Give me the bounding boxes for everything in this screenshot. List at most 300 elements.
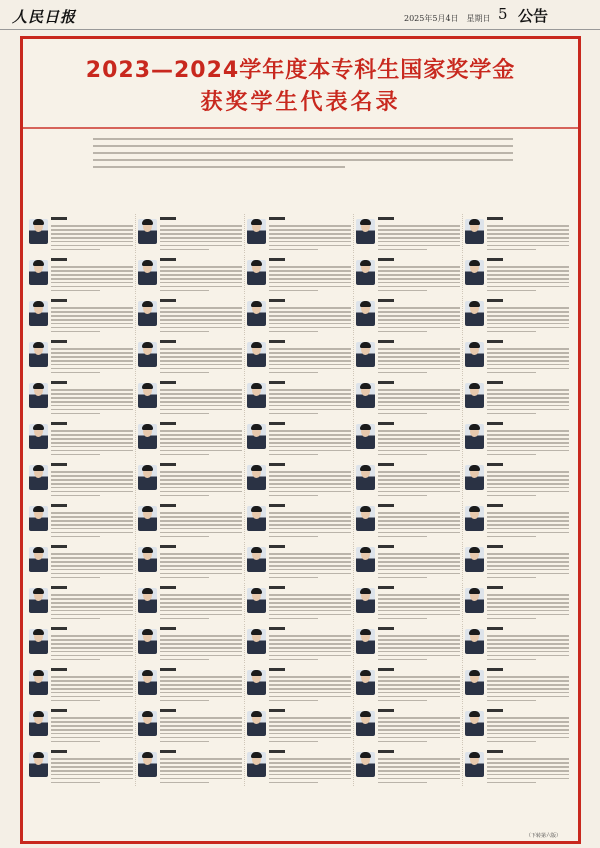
student-profile-card [27,378,136,417]
student-photo [465,383,484,408]
student-photo [356,342,375,367]
bio-text-line [160,516,242,518]
bio-text-line [269,450,351,452]
student-photo [356,465,375,490]
bio-text-line [269,409,351,411]
bio-text-line [269,434,351,436]
photo-hair-shape [33,752,44,758]
bio-text-line [378,762,460,764]
bio-text-line [160,512,242,514]
bio-text-line [487,409,569,411]
photo-hair-shape [469,547,480,553]
student-photo [29,219,48,244]
student-photo [29,629,48,654]
bio-text-line [160,774,242,776]
student-bio-text [487,469,569,497]
bio-text-line [269,319,351,321]
bio-text-line [269,770,351,772]
bio-text-line [487,454,536,456]
photo-hair-shape [360,424,371,430]
bio-text-line [51,614,133,616]
bio-text-line [51,483,133,485]
bio-text-line [160,557,242,559]
student-photo [138,342,157,367]
student-bio-text [160,305,242,333]
bio-text-line [378,475,460,477]
bio-text-line [487,233,569,235]
bio-text-line [378,565,460,567]
bio-text-line [269,565,351,567]
student-bio-text [378,305,460,333]
bio-text-line [51,286,133,288]
bio-text-line [160,397,242,399]
student-name-bar [51,668,67,671]
profiles-row [27,296,574,335]
student-profile-card [354,214,463,253]
student-profile-card [27,255,136,294]
bio-text-line [269,639,351,641]
bio-text-line [269,356,351,358]
student-photo [138,424,157,449]
student-profile-card [463,296,572,335]
bio-text-line [378,766,460,768]
bio-text-line [51,758,133,760]
student-photo [356,301,375,326]
bio-text-line [269,684,351,686]
student-photo [29,301,48,326]
bio-text-line [269,520,351,522]
bio-text-line [487,606,569,608]
intro-text-line [93,145,513,147]
photo-hair-shape [33,588,44,594]
photo-hair-shape [360,629,371,635]
student-bio-text [487,305,569,333]
bio-text-line [160,249,209,251]
student-profile-card [27,542,136,581]
student-name-bar [51,381,67,384]
bio-text-line [269,471,351,473]
bio-text-line [269,274,351,276]
student-bio-text [269,305,351,333]
bio-text-line [487,758,569,760]
student-name-bar [51,750,67,753]
bio-text-line [51,688,133,690]
photo-hair-shape [469,342,480,348]
photo-hair-shape [251,506,262,512]
student-photo [356,424,375,449]
bio-text-line [378,491,460,493]
bio-text-line [378,307,460,309]
photo-hair-shape [251,260,262,266]
bio-text-line [378,290,427,292]
student-profile-card [463,214,572,253]
student-bio-text [51,510,133,538]
bio-text-line [269,397,351,399]
bio-text-line [487,278,569,280]
bio-text-line [160,520,242,522]
bio-text-line [51,307,133,309]
profiles-row [27,583,574,622]
student-photo [465,465,484,490]
photo-hair-shape [142,752,153,758]
bio-text-line [160,475,242,477]
profiles-row [27,419,574,458]
bio-text-line [269,430,351,432]
student-name-bar [487,340,503,343]
bio-text-line [160,495,209,497]
title-divider [23,127,578,129]
student-name-bar [378,217,394,220]
student-profile-card [27,665,136,704]
photo-hair-shape [142,383,153,389]
student-profile-card [136,337,245,376]
bio-text-line [269,413,318,415]
student-profile-card [245,214,354,253]
bio-text-line [487,245,569,247]
bio-text-line [487,573,569,575]
bio-text-line [378,602,460,604]
bio-text-line [51,684,133,686]
bio-text-line [269,241,351,243]
bio-text-line [51,442,133,444]
bio-text-line [269,323,351,325]
bio-text-line [160,241,242,243]
student-bio-text [269,756,351,784]
student-bio-text [269,715,351,743]
student-bio-text [378,756,460,784]
bio-text-line [160,700,209,702]
bio-text-line [160,311,242,313]
bio-text-line [378,438,460,440]
student-photo [465,547,484,572]
student-bio-text [269,469,351,497]
student-photo [356,752,375,777]
student-name-bar [269,299,285,302]
student-photo [356,219,375,244]
bio-text-line [269,360,351,362]
masthead [0,0,600,30]
bio-text-line [378,520,460,522]
bio-text-line [378,643,460,645]
student-name-bar [160,668,176,671]
bio-text-line [378,409,460,411]
bio-text-line [160,356,242,358]
bio-text-line [51,520,133,522]
bio-text-line [160,643,242,645]
bio-text-line [51,733,133,735]
bio-text-line [269,491,351,493]
bio-text-line [51,393,133,395]
profiles-row [27,378,574,417]
student-profile-card [463,419,572,458]
bio-text-line [160,610,242,612]
student-bio-text [160,633,242,661]
bio-text-line [51,237,133,239]
bio-text-line [51,762,133,764]
photo-hair-shape [251,711,262,717]
bio-text-line [160,573,242,575]
student-photo [247,670,266,695]
bio-text-line [160,651,242,653]
bio-text-line [487,438,569,440]
photo-hair-shape [360,711,371,717]
bio-text-line [378,331,427,333]
photo-hair-shape [142,301,153,307]
bio-text-line [160,270,242,272]
bio-text-line [487,598,569,600]
bio-text-line [487,516,569,518]
student-photo [465,629,484,654]
bio-text-line [51,430,133,432]
bio-text-line [378,471,460,473]
bio-text-line [487,225,569,227]
student-bio-text [487,264,569,292]
bio-text-line [378,778,460,780]
bio-text-line [269,553,351,555]
bio-text-line [487,327,569,329]
bio-text-line [487,368,569,370]
bio-text-line [487,512,569,514]
student-bio-text [269,264,351,292]
student-name-bar [160,627,176,630]
bio-text-line [160,278,242,280]
student-photo [356,670,375,695]
student-bio-text [51,387,133,415]
bio-text-line [487,483,569,485]
page-subtitle: 获奖学生代表名录 [200,90,401,115]
bio-text-line [269,405,351,407]
bio-text-line [51,290,100,292]
student-photo [138,588,157,613]
photo-hair-shape [251,424,262,430]
photo-hair-shape [33,383,44,389]
bio-text-line [160,483,242,485]
bio-text-line [487,372,536,374]
bio-text-line [378,635,460,637]
bio-text-line [51,512,133,514]
bio-text-line [160,438,242,440]
bio-text-line [378,405,460,407]
photo-hair-shape [33,506,44,512]
intro-text-line [93,138,513,140]
student-bio-text [378,510,460,538]
student-profile-card [463,624,572,663]
bio-text-line [487,442,569,444]
bio-text-line [487,729,569,731]
student-profile-card [245,255,354,294]
bio-text-line [160,717,242,719]
bio-text-line [378,598,460,600]
bio-text-line [160,528,242,530]
student-photo [138,260,157,285]
student-name-bar [487,586,503,589]
bio-text-line [487,659,536,661]
bio-text-line [160,479,242,481]
bio-text-line [51,516,133,518]
bio-text-line [269,729,351,731]
bio-text-line [269,696,351,698]
student-profile-card [136,460,245,499]
student-name-bar [378,422,394,425]
bio-text-line [160,569,242,571]
bio-text-line [269,733,351,735]
bio-text-line [51,495,100,497]
bio-text-line [269,286,351,288]
student-bio-text [378,223,460,251]
student-bio-text [378,592,460,620]
student-name-bar [487,463,503,466]
bio-text-line [487,274,569,276]
bio-text-line [160,315,242,317]
bio-text-line [269,327,351,329]
bio-text-line [51,577,100,579]
bio-text-line [160,659,209,661]
student-photo [29,342,48,367]
bio-text-line [51,651,133,653]
student-profile-card [354,706,463,745]
student-photo [29,506,48,531]
student-photo [138,752,157,777]
bio-text-line [51,229,133,231]
bio-text-line [160,331,209,333]
bio-text-line [51,245,133,247]
bio-text-line [269,372,318,374]
student-bio-text [160,756,242,784]
student-name-bar [160,258,176,261]
student-profile-card [354,255,463,294]
bio-text-line [487,651,569,653]
bio-text-line [160,286,242,288]
bio-text-line [269,315,351,317]
student-name-bar [487,258,503,261]
bio-text-line [269,311,351,313]
student-photo [138,629,157,654]
bio-text-line [160,733,242,735]
bio-text-line [160,450,242,452]
bio-text-line [269,569,351,571]
bio-text-line [487,348,569,350]
bio-text-line [160,409,242,411]
bio-text-line [487,643,569,645]
bio-text-line [160,389,242,391]
student-name-bar [51,627,67,630]
bio-text-line [51,454,100,456]
student-bio-text [269,428,351,456]
student-profile-card [27,419,136,458]
student-name-bar [487,217,503,220]
bio-text-line [378,782,427,784]
profiles-row [27,337,574,376]
student-bio-text [160,387,242,415]
profiles-row [27,624,574,663]
bio-text-line [269,278,351,280]
bio-text-line [378,717,460,719]
student-profile-card [136,624,245,663]
bio-text-line [51,278,133,280]
bio-text-line [487,495,536,497]
bio-text-line [160,676,242,678]
bio-text-line [487,696,569,698]
bio-text-line [269,692,351,694]
bio-text-line [51,725,133,727]
bio-text-line [160,319,242,321]
bio-text-line [378,516,460,518]
bio-text-line [269,331,318,333]
bio-text-line [51,532,133,534]
bio-text-line [51,368,133,370]
bio-text-line [160,290,209,292]
bio-text-line [487,311,569,313]
bio-text-line [51,598,133,600]
bio-text-line [160,721,242,723]
bio-text-line [378,315,460,317]
bio-text-line [378,495,427,497]
student-bio-text [269,674,351,702]
bio-text-line [487,766,569,768]
bio-text-line [51,475,133,477]
bio-text-line [269,266,351,268]
bio-text-line [269,782,318,784]
bio-text-line [487,733,569,735]
bio-text-line [487,249,536,251]
bio-text-line [269,610,351,612]
student-name-bar [378,504,394,507]
bio-text-line [487,413,536,415]
bio-text-line [51,356,133,358]
bio-text-line [378,278,460,280]
bio-text-line [160,647,242,649]
bio-text-line [269,352,351,354]
student-photo [356,260,375,285]
profiles-row [27,255,574,294]
student-name-bar [269,422,285,425]
bio-text-line [487,639,569,641]
student-name-bar [487,299,503,302]
photo-hair-shape [251,588,262,594]
student-bio-text [487,592,569,620]
bio-text-line [378,237,460,239]
bio-text-line [160,741,209,743]
bio-text-line [269,725,351,727]
bio-text-line [160,782,209,784]
bio-text-line [487,688,569,690]
student-photo [356,629,375,654]
student-profile-card [245,706,354,745]
profiles-row [27,542,574,581]
bio-text-line [378,282,460,284]
student-name-bar [378,299,394,302]
photo-hair-shape [251,465,262,471]
student-name-bar [160,217,176,220]
bio-text-line [487,282,569,284]
bio-text-line [378,573,460,575]
photo-hair-shape [469,629,480,635]
student-bio-text [487,510,569,538]
bio-text-line [269,680,351,682]
student-name-bar [160,504,176,507]
student-bio-text [51,633,133,661]
bio-text-line [160,725,242,727]
bio-text-line [487,487,569,489]
bio-text-line [487,430,569,432]
bio-text-line [160,233,242,235]
bio-text-line [269,233,351,235]
student-bio-text [160,551,242,579]
intro-text-line [93,166,345,168]
bio-text-line [51,618,100,620]
student-profile-card [354,583,463,622]
bio-text-line [378,684,460,686]
